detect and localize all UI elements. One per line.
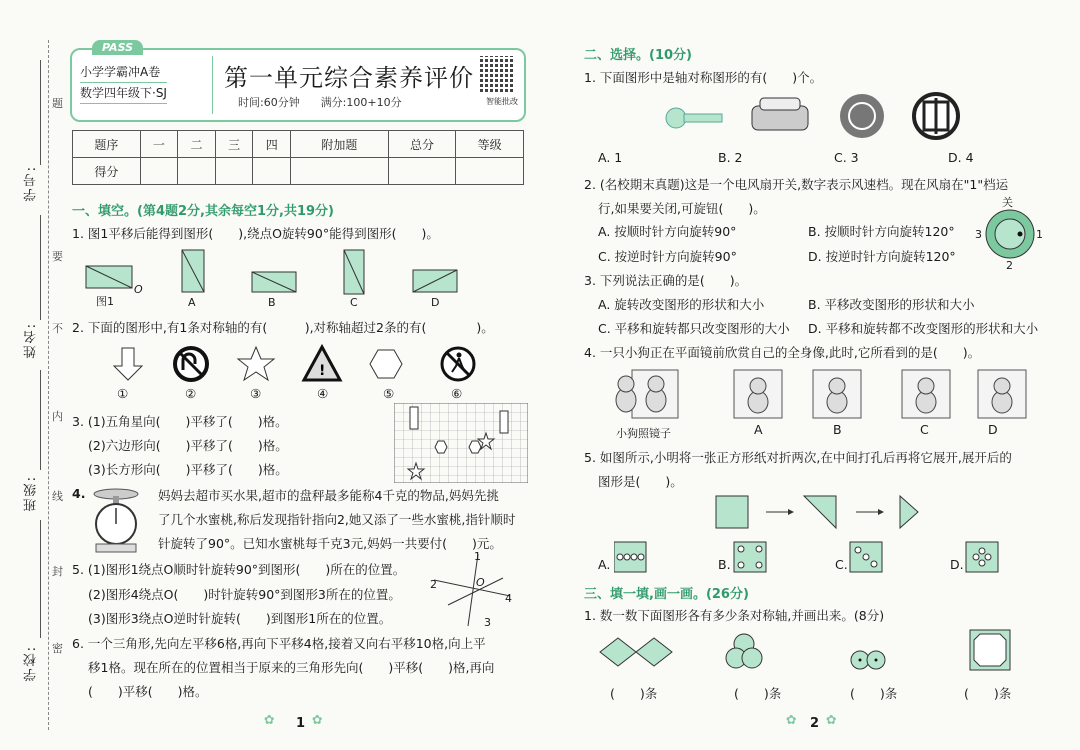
c1-figures	[664, 92, 994, 142]
figure-label: ⑤	[383, 386, 395, 401]
figure-label: ③	[250, 386, 262, 401]
score-cell[interactable]	[140, 158, 178, 185]
question-text: (2)六边形向( )平移了( )格。	[88, 438, 288, 453]
question-text: 2. (名校期末真题)这是一个电风扇开关,数字表示风速档。现在风扇在"1"档运	[584, 177, 1009, 192]
q2-figures	[110, 344, 490, 384]
option-d[interactable]: D.	[950, 557, 964, 572]
q3-grid	[394, 403, 528, 483]
number-blank[interactable]	[40, 60, 41, 165]
figure-label: ④	[317, 386, 329, 401]
table-cell: 总分	[388, 131, 456, 158]
table-cell: 三	[215, 131, 253, 158]
figure-label: ②	[185, 386, 197, 401]
binding-line	[48, 40, 49, 730]
option-d[interactable]: D. 4	[948, 150, 974, 165]
question-text: 2. 下面的图形中,有1条对称轴的有( ),对称轴超过2条的有( )。	[72, 320, 494, 335]
c5-options	[614, 540, 1004, 574]
question-text: 行,如果要关闭,可旋钮( )。	[598, 201, 766, 216]
score-cell[interactable]	[178, 158, 216, 185]
qr-label: 智能批改	[486, 97, 518, 106]
dial-label: 1	[1036, 228, 1043, 241]
pass-logo: PASS	[92, 40, 143, 55]
question-text: 5. (1)图形1绕点O顺时针旋转90°到图形( )所在的位置。	[72, 562, 406, 577]
figure-label: 3	[484, 616, 491, 629]
question-text: (2)图形4绕点O( )时针旋转90°到图形3所在的位置。	[88, 587, 401, 602]
section-title: 一、填空。(第4题2分,其余每空1分,共19分)	[72, 204, 334, 219]
score-cell[interactable]	[215, 158, 253, 185]
binding-mark: 密	[52, 642, 63, 655]
binding-mark: 题	[52, 97, 63, 110]
figure-label: B	[833, 422, 842, 437]
option-b[interactable]: B. 按顺时针方向旋转120°	[808, 224, 955, 239]
figure-label: C	[350, 296, 358, 309]
q5-rotation-figure	[428, 550, 518, 630]
score-cell[interactable]	[388, 158, 456, 185]
answer-blank[interactable]: ( )条	[610, 686, 658, 701]
d1-figures	[598, 626, 1018, 676]
binding-mark: 要	[52, 250, 63, 263]
name-blank[interactable]	[40, 215, 41, 320]
question-text: 1. 数一数下面图形各有多少条对称轴,并画出来。(8分)	[584, 608, 885, 623]
exam-title: 第一单元综合素养评价	[224, 64, 474, 92]
option-b[interactable]: B.	[718, 557, 731, 572]
question-text: ( )平移( )格。	[88, 684, 208, 699]
binding-mark: 不	[52, 322, 63, 335]
table-row	[73, 131, 524, 158]
leaf-icon: ✿	[312, 712, 323, 727]
table-cell: 题序	[73, 131, 141, 158]
class-label: 班级:	[24, 475, 39, 512]
table-cell: 二	[178, 131, 216, 158]
answer-blank[interactable]: ( )条	[850, 686, 898, 701]
exam-time: 时间:60分钟	[238, 96, 300, 109]
figure-label: D	[431, 296, 440, 309]
question-text: (3)长方形向( )平移了( )格。	[88, 462, 288, 477]
c4-mirror-figures	[612, 368, 1032, 420]
figure-label: A	[188, 296, 196, 309]
dial-label: 关	[1002, 196, 1013, 209]
binding-mark: 封	[52, 565, 63, 578]
dial-label: 2	[1006, 259, 1013, 272]
option-a[interactable]: A. 1	[598, 150, 623, 165]
c5-fold-sequence	[714, 494, 934, 530]
figure-label: ⑥	[451, 386, 463, 401]
leaf-icon: ✿	[826, 712, 837, 727]
question-text: 3. 下列说法正确的是( )。	[584, 273, 748, 288]
figure-label: A	[754, 422, 763, 437]
question-text: 3. (1)五角星向( )平移了( )格。	[72, 414, 288, 429]
table-cell: 一	[140, 131, 178, 158]
answer-blank[interactable]: ( )条	[964, 686, 1012, 701]
score-cell[interactable]	[456, 158, 524, 185]
dial-label: 3	[975, 228, 982, 241]
option-d[interactable]: D. 按逆时针方向旋转120°	[808, 249, 956, 264]
fan-dial-icon	[984, 208, 1036, 260]
option-a[interactable]: A. 旋转改变图形的形状和大小	[598, 297, 765, 312]
figure-label: C	[920, 422, 929, 437]
student-name-label: 姓名:	[24, 322, 39, 359]
figure-label: B	[268, 296, 276, 309]
qr-code-icon[interactable]	[478, 56, 514, 92]
table-cell: 附加题	[291, 131, 389, 158]
figure-label: ①	[117, 386, 129, 401]
figure-label: O	[476, 576, 485, 589]
scale-icon	[86, 484, 146, 554]
series-info	[80, 62, 167, 104]
figure-label: 小狗照镜子	[616, 427, 671, 440]
question-text: (3)图形3绕点O逆时针旋转( )到图形1所在的位置。	[88, 611, 392, 626]
score-table	[72, 130, 524, 185]
exam-meta	[238, 94, 402, 110]
school-label: 学校:	[24, 645, 39, 682]
question-text: 1. 下面图形中是轴对称图形的有( )个。	[584, 70, 823, 85]
question-text: 1. 图1平移后能得到图形( ),绕点O旋转90°能得到图形( )。	[72, 226, 439, 241]
question-text: 移1格。现在所在的位置相当于原来的三角形先向( )平移( )格,再向	[88, 660, 495, 675]
option-c[interactable]: C. 按逆时针方向旋转90°	[598, 249, 737, 264]
question-text: 4. 一只小狗正在平面镜前欣赏自己的全身像,此时,它所看到的是( )。	[584, 345, 981, 360]
section-title: 二、选择。(10分)	[584, 48, 692, 63]
question-text: 针旋转了90°。已知水蜜桃每千克3元,妈妈一共要付( )元。	[158, 536, 502, 551]
figure-label: O	[134, 283, 143, 296]
figure-label: 1	[474, 550, 481, 563]
score-cell[interactable]	[253, 158, 291, 185]
option-a[interactable]: A.	[598, 557, 611, 572]
option-c[interactable]: C. 3	[834, 150, 859, 165]
option-b[interactable]: B. 平移改变图形的形状和大小	[808, 297, 975, 312]
option-c[interactable]: C.	[835, 557, 848, 572]
page-number: 2	[810, 716, 820, 731]
binding-mark: 线	[52, 490, 63, 503]
question-text: 6. 一个三角形,先向左平移6格,再向下平移4格,接着又向右平移10格,向上平	[72, 636, 486, 651]
grade-label: 数学四年级下·SJ	[80, 83, 167, 104]
leaf-icon: ✿	[264, 712, 275, 727]
answer-blank[interactable]: ( )条	[734, 686, 782, 701]
table-cell: 四	[253, 131, 291, 158]
binding-mark: 内	[52, 410, 63, 423]
class-blank[interactable]	[40, 370, 41, 470]
figure-label: D	[988, 422, 998, 437]
question-text: 了几个水蜜桃,称后发现指针指向2,她又添了一些水蜜桃,指针顺时	[158, 512, 516, 527]
section-title: 三、填一填,画一画。(26分)	[584, 587, 749, 602]
option-d[interactable]: D. 平移和旋转都不改变图形的形状和大小	[808, 321, 1039, 336]
student-number-label: 学号:	[24, 165, 39, 202]
page-number: 1	[296, 716, 306, 731]
svg-text:!: !	[319, 363, 326, 379]
question-text: 图形是( )。	[598, 474, 683, 489]
figure-label: 2	[430, 578, 437, 591]
option-c[interactable]: C. 平移和旋转都只改变图形的大小	[598, 321, 790, 336]
question-text: 妈妈去超市买水果,超市的盘秤最多能称4千克的物品,妈妈先挑	[158, 488, 499, 503]
exam-score: 满分:100+10分	[320, 96, 402, 109]
school-blank[interactable]	[40, 520, 41, 638]
option-a[interactable]: A. 按顺时针方向旋转90°	[598, 224, 737, 239]
option-b[interactable]: B. 2	[718, 150, 743, 165]
question-text: 5. 如图所示,小明将一张正方形纸对折两次,在中间打孔后再将它展开,展开后的	[584, 450, 1012, 465]
figure-label: 图1	[96, 295, 114, 308]
table-cell: 等级	[456, 131, 524, 158]
table-row	[73, 158, 524, 185]
exam-header	[70, 41, 526, 122]
question-number: 4.	[72, 486, 86, 501]
score-cell[interactable]	[291, 158, 389, 185]
table-cell: 得分	[73, 158, 141, 185]
series-name: 小学学霸冲A卷	[80, 62, 167, 83]
leaf-icon: ✿	[786, 712, 797, 727]
figure-label: 4	[505, 592, 512, 605]
